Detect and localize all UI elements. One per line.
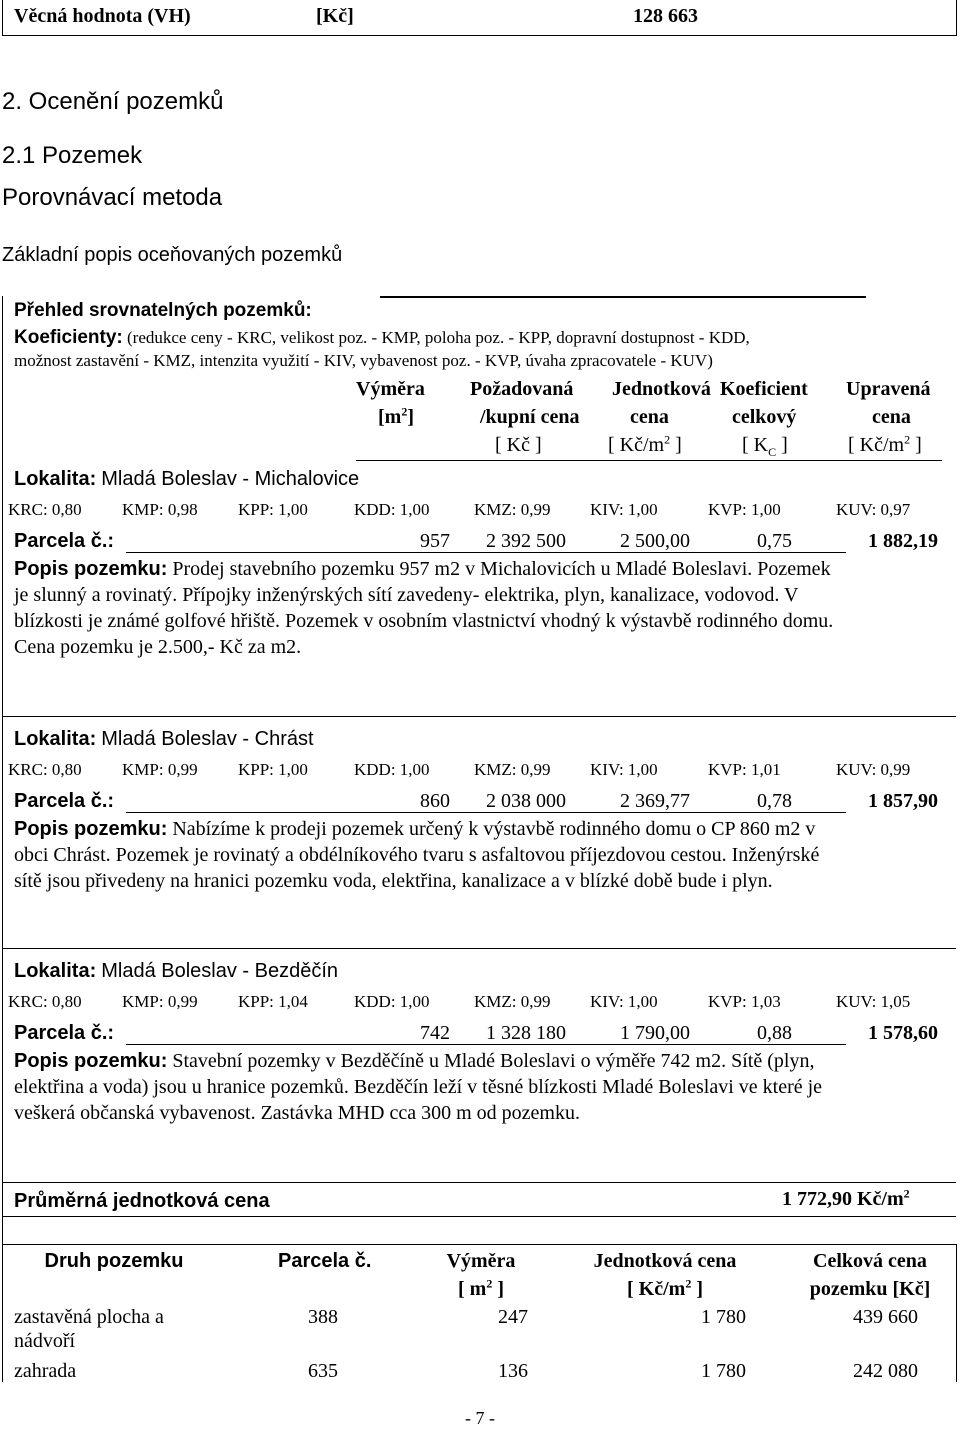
coef-kuv: KUV: 0,97 (836, 500, 911, 519)
method-title: Porovnávací metoda (2, 184, 223, 211)
upravena-value: 1 882,19 (868, 530, 938, 552)
vymera-value: 742 (420, 1022, 450, 1044)
table-header-druh: Druh pozemku (44, 1250, 184, 1272)
average-label: Průměrná jednotková cena (14, 1190, 270, 1212)
section-heading-2: 2. Ocenění pozemků (2, 88, 224, 115)
block-left-border (2, 296, 3, 1382)
basic-description-title: Základní popis oceňovaných pozemků (2, 244, 343, 266)
header-upravena-unit: [ $Kč/m^2$ ] (848, 432, 922, 456)
header-vymera: Výměra (356, 378, 425, 400)
table-row-2-parcela: 635 (308, 1360, 338, 1382)
header-koeficient-unit: [ $K_C$ ] (742, 434, 788, 459)
parcela-label: Parcela č.: (14, 790, 115, 812)
koeficient-value: 0,78 (757, 790, 792, 812)
table-row-1-jednotkova: 1 780 (701, 1306, 746, 1328)
page-number: - 7 - (465, 1408, 495, 1428)
header-celkovy: celkový (732, 406, 797, 428)
jednotkova-value: 2 369,77 (620, 790, 690, 812)
coef-kvp: KVP: 1,01 (708, 760, 781, 779)
coef-kmz: KMZ: 0,99 (474, 760, 551, 779)
coef-kmp: KMP: 0,99 (122, 992, 198, 1011)
parcela-label: Parcela č.: (14, 1022, 115, 1044)
coef-kpp: KPP: 1,00 (238, 760, 308, 779)
koeficient-value: 0,75 (757, 530, 792, 552)
coef-kdd: KDD: 1,00 (354, 992, 430, 1011)
coef-kmz: KMZ: 0,99 (474, 992, 551, 1011)
average-value: 1 772,90 $Kč/m^2$ (782, 1186, 910, 1210)
header-upravena: Upravená (846, 378, 931, 400)
header-pozadovana-unit: [ Kč ] (495, 434, 542, 456)
table-row-1-parcela: 388 (308, 1306, 338, 1328)
overview-title: Přehled srovnatelných pozemků: (14, 300, 312, 321)
table-header-celkova-2: pozemku [Kč] (809, 1278, 931, 1300)
header-upravena-cena: cena (872, 406, 911, 428)
jednotkova-value: 1 790,00 (620, 1022, 690, 1044)
coef-kuv: KUV: 1,05 (836, 992, 911, 1011)
pozadovana-value: 1 328 180 (486, 1022, 566, 1044)
vh-unit: [Kč] (316, 5, 354, 27)
coefficients-label: Koeficienty: (14, 327, 123, 348)
pozadovana-value: 2 038 000 (486, 790, 566, 812)
coefficients-text-1: (redukce ceny - KRC, velikost poz. - KMP, poloha poz. - KPP, dopravní dostupnost - KDD, (127, 328, 750, 347)
coef-kuv: KUV: 0,99 (836, 760, 911, 779)
table-header-vymera-unit: [ $m^2$ ] (458, 1276, 504, 1300)
upravena-value: 1 857,90 (868, 790, 938, 812)
coef-kvp: KVP: 1,00 (708, 500, 781, 519)
table-row-1-druh-2: nádvoří (14, 1330, 76, 1352)
coef-krc: KRC: 0,80 (8, 760, 82, 779)
coef-kpp: KPP: 1,04 (238, 992, 308, 1011)
header-jednotkova-unit: [ $Kč/m^2$ ] (608, 432, 682, 456)
locality-2-title: Lokalita: Mladá Boleslav - Chrást (14, 728, 314, 750)
table-row-2-jednotkova: 1 780 (701, 1360, 746, 1382)
table-header-celkova: Celková cena (813, 1250, 927, 1272)
header-rule (356, 460, 942, 461)
coef-kiv: KIV: 1,00 (590, 760, 658, 779)
vh-label: Věcná hodnota (VH) (14, 5, 191, 27)
table-top-border (2, 1244, 956, 1245)
header-jednotkova: Jednotková (612, 378, 711, 400)
coef-kmp: KMP: 0,99 (122, 760, 198, 779)
upravena-value: 1 578,60 (868, 1022, 938, 1044)
koeficient-value: 0,88 (757, 1022, 792, 1044)
table-row-1-vymera: 247 (498, 1306, 528, 1328)
vh-left-border (2, 0, 3, 36)
coef-kvp: KVP: 1,03 (708, 992, 781, 1011)
table-header-vymera: Výměra (446, 1250, 516, 1272)
average-rule (2, 1216, 956, 1217)
pozadovana-value: 2 392 500 (486, 530, 566, 552)
locality-1-rule (2, 716, 956, 717)
coef-krc: KRC: 0,80 (8, 500, 82, 519)
header-jednotkova-cena: cena (630, 406, 669, 428)
parcela-label: Parcela č.: (14, 530, 115, 552)
coef-kmz: KMZ: 0,99 (474, 500, 551, 519)
table-header-jednotkova: Jednotková cena (593, 1250, 737, 1272)
coef-kpp: KPP: 1,00 (238, 500, 308, 519)
header-pozadovana: Požadovaná (470, 378, 574, 400)
table-row-2-celkova: 242 080 (853, 1360, 918, 1382)
locality-2-rule (2, 948, 956, 949)
locality-1-description: Popis pozemku: Prodej stavebního pozemku 957 m2 v Michalovicích u Mladé Boleslavi. Pozemek je slunný a rovinatý. Přípojky inženýrských sítí zavedeny- elektrika, plyn, kanalizace, vodovod. V blízkosti je známé golfové hřiště. Pozemek v osobním vlastnictví vhodný k výstavbě rodinného domu. Cena pozemku je 2.500,- Kč za m2. (14, 558, 834, 658)
header-koeficient: Koeficient (720, 378, 808, 400)
table-row-2-vymera: 136 (498, 1360, 528, 1382)
locality-2-description: Popis pozemku: Nabízíme k prodeji pozemek určený k výstavbě rodinného domu o CP 860 m2 v obci Chrást. Pozemek je rovinatý a obdélníkového tvaru s asfaltovou příjezdovou cestou. Inženýrské sítě jsou přivedeny na hranici pozemku voda, elektřina, kanalizace a v blízké době bude i plyn. (14, 818, 820, 892)
table-right-border (956, 1244, 957, 1382)
coef-kmp: KMP: 0,98 (122, 500, 198, 519)
vh-bottom-border (2, 35, 956, 36)
table-row-1-celkova: 439 660 (853, 1306, 918, 1328)
locality-3-rule (2, 1182, 956, 1183)
jednotkova-value: 2 500,00 (620, 530, 690, 552)
table-header-jednotkova-unit: [ $Kč/m^2$ ] (627, 1276, 703, 1300)
table-row-1-druh: zastavěná plocha a (14, 1306, 164, 1328)
locality-1-title: Lokalita: Mladá Boleslav - Michalovice (14, 468, 360, 490)
vh-value: 128 663 (633, 5, 698, 27)
table-row-2-druh: zahrada (14, 1360, 77, 1382)
coef-kiv: KIV: 1,00 (590, 500, 658, 519)
vymera-value: 957 (420, 530, 450, 552)
coefficients-text-2: možnost zastavění - KMZ, intenzita využití - KIV, vybavenost poz. - KVP, úvaha zpracovatele - KUV) (14, 351, 713, 370)
coef-krc: KRC: 0,80 (8, 992, 82, 1011)
header-vymera-unit: $[m^2]$ (378, 404, 414, 428)
coefficients-line-1 (14, 327, 750, 349)
section-heading-2-1: 2.1 Pozemek (2, 142, 143, 169)
locality-3-title: Lokalita: Mladá Boleslav - Bezděčín (14, 960, 339, 982)
coef-kiv: KIV: 1,00 (590, 992, 658, 1011)
header-kupni-cena: /kupní cena (480, 406, 580, 428)
coef-kdd: KDD: 1,00 (354, 760, 430, 779)
overview-rule (380, 296, 866, 298)
vh-right-border (956, 0, 957, 36)
coef-kdd: KDD: 1,00 (354, 500, 430, 519)
locality-3-description: Popis pozemku: Stavební pozemky v Bezděčíně u Mladé Boleslavi o výměře 742 m2. Sítě (plyn, elektřina a voda) jsou u hranice pozemků. Bezděčín leží v těsné blízkosti Mladé Boleslavi ve které je veškerá občanská vybavenost. Zastávka MHD cca 300 m od pozemku. (14, 1050, 823, 1124)
vymera-value: 860 (420, 790, 450, 812)
table-header-parcela: Parcela č. (278, 1250, 372, 1272)
